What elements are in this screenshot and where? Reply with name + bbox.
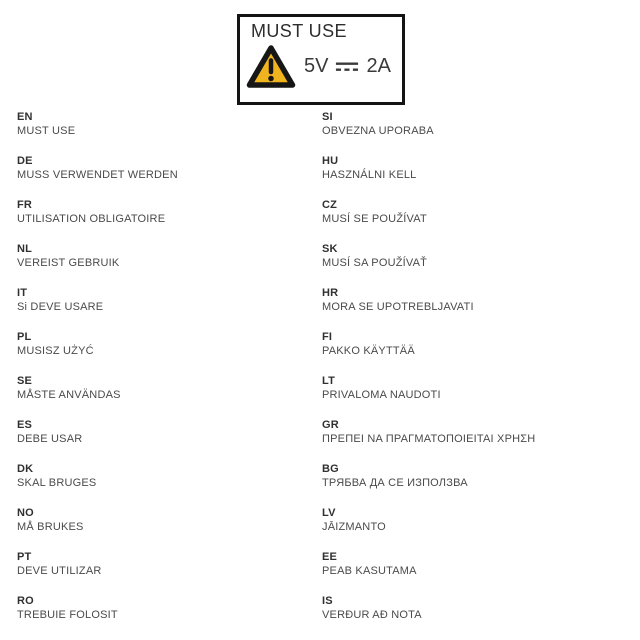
language-translation: HASZNÁLNI KELL [322, 169, 417, 181]
language-entry [17, 154, 312, 182]
language-entry [17, 550, 312, 578]
language-entry [17, 286, 312, 314]
language-code: NL [17, 243, 33, 255]
language-entry [17, 110, 312, 138]
language-translation: ΠΡΕΠΕΙ ΝΑ ΠΡΑΓΜΑΤΟΠΟΙΕΙΤΑΙ ΧΡΗΣΗ [322, 433, 536, 445]
language-code: ES [17, 419, 33, 431]
language-code: BG [322, 463, 339, 475]
language-translation: Si DEVE USARE [17, 301, 104, 313]
language-entry [17, 594, 312, 622]
warning-triangle-icon [246, 43, 296, 89]
language-code: CZ [322, 199, 338, 211]
language-entry [322, 330, 622, 358]
language-code: PT [17, 551, 32, 563]
language-code: HU [322, 155, 339, 167]
language-translation: MÅSTE ANVÄNDAS [17, 389, 121, 401]
language-translation: TREBUIE FOLOSIT [17, 609, 118, 621]
language-code: DE [17, 155, 33, 167]
language-code: LV [322, 507, 336, 519]
language-entry [322, 550, 622, 578]
language-code: IS [322, 595, 333, 607]
language-entry [17, 506, 312, 534]
language-entry [17, 242, 312, 270]
language-entry [17, 198, 312, 226]
language-code: EE [322, 551, 338, 563]
dc-current-icon [335, 60, 359, 73]
language-entry [322, 242, 622, 270]
language-code: FR [17, 199, 33, 211]
language-translation: ТРЯБВА ДА СЕ ИЗПОЛЗВА [322, 477, 468, 489]
voltage-value: 5V [304, 54, 329, 77]
language-entry [322, 594, 622, 622]
language-translation: UTILISATION OBLIGATOIRE [17, 213, 166, 225]
language-entry [322, 110, 622, 138]
language-translation: VERÐUR AÐ NOTA [322, 609, 422, 621]
language-entry [322, 418, 622, 446]
language-code: EN [17, 111, 33, 123]
power-spec [304, 55, 391, 78]
language-code: LT [322, 375, 336, 387]
language-code: RO [17, 595, 34, 607]
language-translation: VEREIST GEBRUIK [17, 257, 120, 269]
language-translation: PAKKO KÄYTTÄÄ [322, 345, 415, 357]
language-code: SK [322, 243, 338, 255]
language-translation: OBVEZNA UPORABA [322, 125, 434, 137]
language-entry [322, 462, 622, 490]
language-code: SE [17, 375, 33, 387]
language-column-right [322, 110, 622, 638]
language-translation: MUSS VERWENDET WERDEN [17, 169, 178, 181]
language-translation: MÅ BRUKES [17, 521, 84, 533]
language-translation: SKAL BRUGES [17, 477, 97, 489]
language-code: PL [17, 331, 32, 343]
language-entry [322, 506, 622, 534]
language-entry [322, 198, 622, 226]
language-entry [322, 374, 622, 402]
language-translation: PEAB KASUTAMA [322, 565, 417, 577]
language-code: FI [322, 331, 333, 343]
sign-row [246, 43, 402, 89]
language-code: NO [17, 507, 34, 519]
language-translation: MUSÍ SA POUŽÍVAŤ [322, 257, 428, 269]
language-translation: MORA SE UPOTREBLJAVATI [322, 301, 474, 313]
exclamation-dot [268, 76, 274, 82]
language-code: SI [322, 111, 333, 123]
language-entry [322, 154, 622, 182]
language-code: DK [17, 463, 34, 475]
language-translation: PRIVALOMA NAUDOTI [322, 389, 441, 401]
language-entry [17, 418, 312, 446]
language-translation: MUSISZ UŻYĆ [17, 345, 94, 357]
language-translation: DEVE UTILIZAR [17, 565, 102, 577]
language-column-left [17, 110, 312, 638]
language-entry [322, 286, 622, 314]
language-entry [17, 374, 312, 402]
language-code: HR [322, 287, 339, 299]
sign-title: MUST USE [251, 21, 347, 41]
language-translation: MUSÍ SE POUŽÍVAT [322, 213, 427, 225]
language-translation: DEBE USAR [17, 433, 83, 445]
current-value: 2A [366, 54, 391, 77]
language-translation: JĀIZMANTO [322, 521, 386, 533]
language-code: IT [17, 287, 28, 299]
language-code: GR [322, 419, 339, 431]
language-entry [17, 462, 312, 490]
must-use-sign-box [237, 14, 405, 105]
language-translation: MUST USE [17, 125, 76, 137]
language-entry [17, 330, 312, 358]
